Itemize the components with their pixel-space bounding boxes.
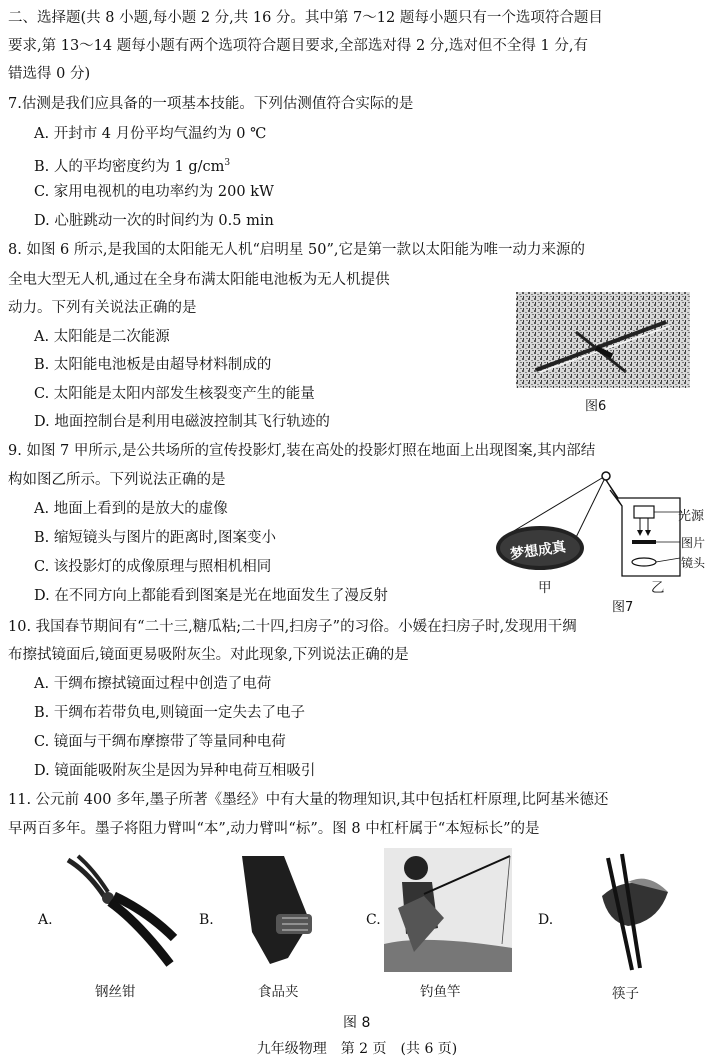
q11-option-b-letter: B.	[199, 912, 214, 928]
label-light-source: 光源	[678, 509, 705, 524]
q8-option-b: B. 太阳能电池板是由超导材料制成的	[34, 357, 272, 373]
q9-option-b: B. 缩短镜头与图片的距离时,图案变小	[34, 530, 276, 546]
chopsticks-icon	[568, 852, 678, 972]
figure-7-caption: 图7	[612, 600, 634, 615]
section-header-line-2: 要求,第 13～14 题每小题有两个选项符合题目要求,全部选对得 2 分,选对但不全得 1 分,有	[8, 38, 588, 54]
q7-stem: 7.估测是我们应具备的一项基本技能。下列估测值符合实际的是	[8, 96, 414, 112]
q8-option-d: D. 地面控制台是利用电磁波控制其飞行轨迹的	[34, 414, 330, 430]
section-header-line-3: 错选得 0 分)	[8, 66, 91, 82]
label-yi: 乙	[651, 580, 665, 596]
q7-option-b-superscript: 3	[224, 158, 231, 168]
fishing-rod-icon	[384, 848, 512, 972]
q10-option-d: D. 镜面能吸附灰尘是因为异种电荷互相吸引	[34, 763, 316, 779]
q9-stem-line-2: 构如图乙所示。下列说法正确的是	[8, 472, 226, 488]
q8-option-a: A. 太阳能是二次能源	[34, 329, 170, 345]
q11-option-a-letter: A.	[38, 912, 53, 928]
figure-7-projection-lamp-diagram	[494, 470, 714, 590]
q7-option-c: C. 家用电视机的电功率约为 200 kW	[34, 184, 274, 200]
q11-option-a-name: 钢丝钳	[95, 984, 136, 1000]
q11-option-b-name: 食品夹	[258, 984, 299, 1000]
q10-stem-line-2: 布擦拭镜面后,镜面更易吸附灰尘。对此现象,下列说法正确的是	[8, 647, 409, 663]
label-lens: 镜头	[681, 556, 706, 570]
q8-stem-line-2: 全电大型无人机,通过在全身布满太阳能电池板为无人机提供	[8, 272, 390, 288]
q11-stem-line-2: 早两百多年。墨子将阻力臂叫“本”,动力臂叫“标”。图 8 中杠杆属于“本短标长”的是	[8, 821, 540, 837]
projected-pattern-text: 梦想成真	[509, 539, 567, 563]
section-header-line-1: 二、选择题(共 8 小题,每小题 2 分,共 16 分。其中第 7～12 题每小题只有一个选项符合题目	[8, 10, 603, 26]
q10-option-a: A. 干绸布擦拭镜面过程中创造了电荷	[34, 676, 272, 692]
figure-6-caption: 图6	[585, 399, 607, 414]
q7-option-a: A. 开封市 4 月份平均气温约为 0 ℃	[34, 126, 267, 142]
page-footer: 九年级物理 第 2 页 (共 6 页)	[256, 1041, 458, 1057]
q8-stem-line-3: 动力。下列有关说法正确的是	[8, 300, 197, 316]
q9-option-c: C. 该投影灯的成像原理与照相机相同	[34, 559, 272, 575]
q7-option-d: D. 心脏跳动一次的时间约为 0.5 min	[34, 213, 274, 229]
q10-option-c: C. 镜面与干绸布摩擦带了等量同种电荷	[34, 734, 286, 750]
q11-option-d-name: 筷子	[612, 986, 639, 1002]
projection-lamp-icon	[494, 470, 714, 590]
q11-option-c-letter: C.	[366, 912, 381, 928]
food-tongs-icon	[222, 852, 332, 970]
q8-stem-line-1: 8. 如图 6 所示,是我国的太阳能无人机“启明星 50”,它是第一款以太阳能为唯一动力来源的	[8, 242, 585, 258]
q9-option-a: A. 地面上看到的是放大的虚像	[34, 501, 228, 517]
q9-option-d: D. 在不同方向上都能看到图案是光在地面发生了漫反射	[34, 588, 388, 604]
q11-stem-line-1: 11. 公元前 400 多年,墨子所著《墨经》中有大量的物理知识,其中包括杠杆原理,比阿基米德还	[8, 792, 609, 808]
q11-option-d-letter: D.	[538, 912, 554, 928]
q8-option-c: C. 太阳能是太阳内部发生核裂变产生的能量	[34, 386, 315, 402]
q10-stem-line-1: 10. 我国春节期间有“二十三,糖瓜粘;二十四,扫房子”的习俗。小媛在扫房子时,发现用干绸	[8, 619, 577, 635]
figure-6-solar-drone-photo	[516, 292, 690, 388]
q7-option-b-text: B. 人的平均密度约为 1 g/cm	[34, 158, 225, 175]
label-jia: 甲	[538, 580, 552, 596]
solar-drone-icon	[516, 292, 690, 388]
q7-option-b	[34, 153, 230, 177]
label-picture: 图片	[681, 536, 706, 550]
q10-option-b: B. 干绸布若带负电,则镜面一定失去了电子	[34, 705, 305, 721]
pliers-icon	[58, 852, 178, 968]
figure-8-caption: 图 8	[343, 1015, 371, 1031]
q11-option-c-name: 钓鱼竿	[420, 984, 461, 1000]
q9-stem-line-1: 9. 如图 7 甲所示,是公共场所的宣传投影灯,装在高处的投影灯照在地面上出现图案,其内部结	[8, 443, 596, 459]
